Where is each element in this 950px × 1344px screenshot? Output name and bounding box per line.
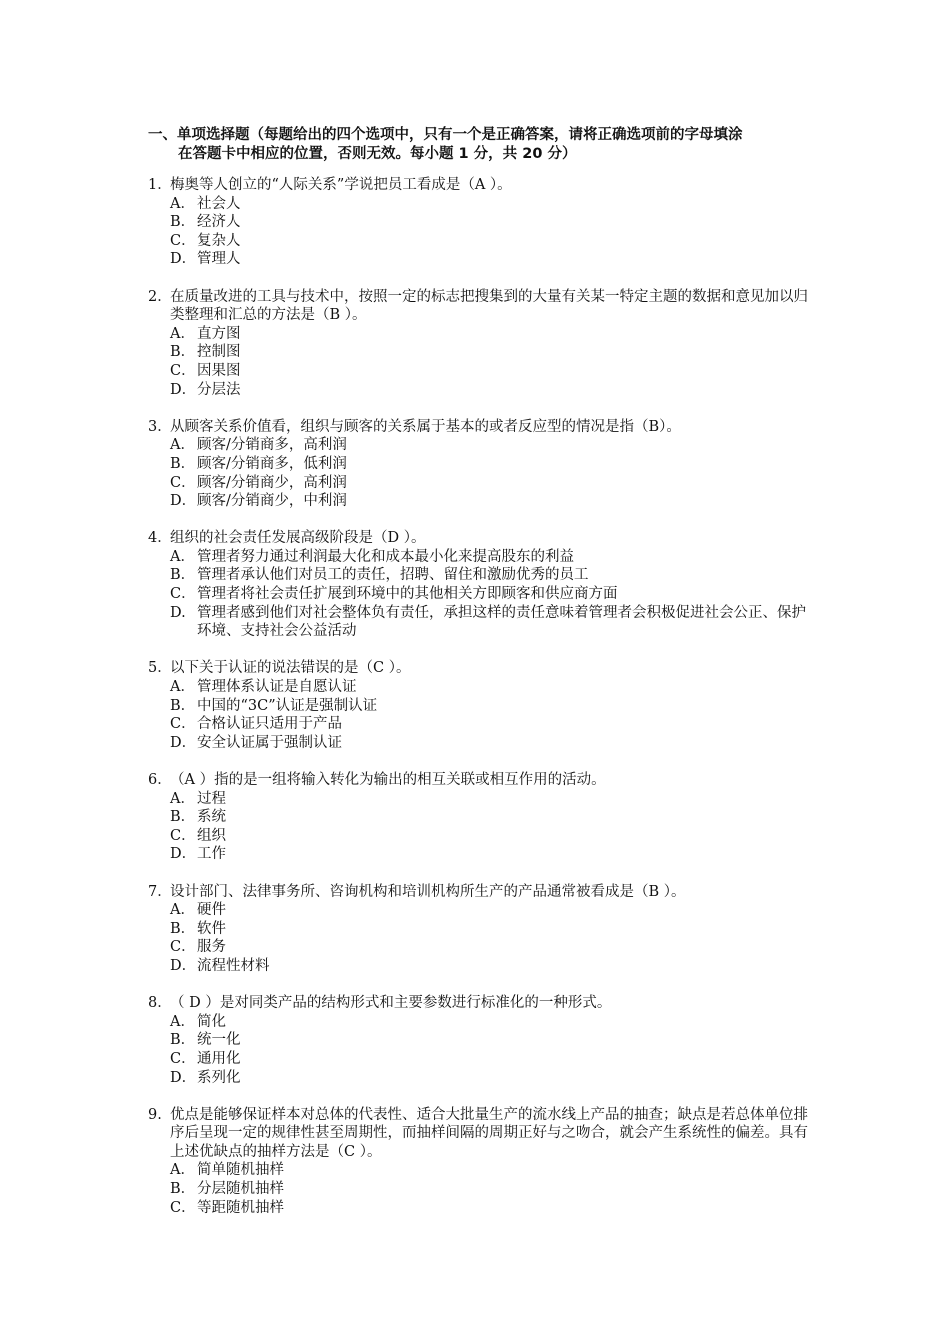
question-text: 从顾客关系价值看，组织与顾客的关系属于基本的或者反应型的情况是指（B）。 [170,418,681,435]
option-text: 组织 [197,827,226,844]
option-letter: D． [170,957,197,974]
option-letter: B． [170,344,196,361]
option-letter: D． [170,251,197,268]
option-letter: B． [170,214,196,231]
option-text: 简单随机抽样 [197,1162,284,1179]
answer-option [148,585,810,604]
option-letter: D. [170,604,186,621]
answer-option [148,492,810,511]
option-letter: B． [170,455,196,472]
option-letter: D． [170,493,197,510]
option-text: 过程 [197,790,226,807]
option-letter: A． [170,548,195,565]
option-letter: D． [170,846,197,863]
answer-option [148,678,810,697]
option-text: 简化 [197,1013,226,1030]
answer-option [148,845,810,864]
option-letter: C． [170,1050,196,1067]
question-text: 设计部门、法律事务所、咨询机构和培训机构所生产的产品通常被看成是（B ）。 [170,883,686,900]
option-text: 顾客/分销商少，中利润 [197,493,347,510]
option-text: 中国的“3C”认证是强制认证 [197,697,378,714]
option-text: 顾客/分销商少，高利润 [197,474,347,491]
question-list [148,176,810,1236]
option-letter: C． [170,1199,196,1216]
answer-option [148,436,810,455]
question-number: 4． [148,530,172,547]
option-text: 等距随机抽样 [197,1199,284,1216]
option-text: 分层法 [197,381,241,398]
option-text: 顾客/分销商多，低利润 [197,455,347,472]
option-text: 合格认证只适用于产品 [197,716,342,733]
option-letter: B． [170,920,196,937]
answer-option [148,715,810,734]
question-number: 5． [148,660,172,677]
option-letter: B． [170,697,196,714]
question-number: 7． [148,883,172,900]
option-text: 软件 [197,920,226,937]
option-letter: C． [170,716,196,733]
option-letter: A． [170,437,195,454]
question-4 [148,529,810,641]
answer-option [148,325,810,344]
answer-option [148,455,810,474]
answer-option [148,901,810,920]
option-letter: A． [170,1162,195,1179]
answer-option [148,1180,810,1199]
option-text: 安全认证属于强制认证 [197,734,342,751]
option-letter: A． [170,195,195,212]
question-stem [148,659,810,678]
question-stem [148,418,810,437]
option-text: 管理者将社会责任扩展到环境中的其他相关方即顾客和供应商方面 [197,586,618,603]
question-9 [148,1106,810,1218]
option-text: 统一化 [197,1032,241,1049]
answer-option [148,381,810,400]
answer-option [148,1013,810,1032]
answer-option [148,790,810,809]
answer-option [148,734,810,753]
option-letter: C． [170,474,196,491]
section-header-line-1: 一、单项选择题（每题给出的四个选项中，只有一个是正确答案，请将正确选项前的字母填涂 [148,127,743,143]
option-text: 直方图 [197,325,241,342]
question-number: 2． [148,288,172,305]
answer-option [148,1069,810,1088]
option-text: 管理人 [197,251,241,268]
option-letter: D． [170,734,197,751]
question-stem [148,883,810,902]
option-text: 管理者感到他们对社会整体负有责任，承担这样的责任意味着管理者会积极促进社会公正、保护环境、支持社会公益活动 [197,604,806,640]
option-letter: B． [170,1181,196,1198]
question-number: 3． [148,418,172,435]
answer-option [148,343,810,362]
option-text: 系列化 [197,1069,241,1086]
question-text: 优点是能够保证样本对总体的代表性、适合大批量生产的流水线上产品的抽查；缺点是若总体单位排序后呈现一定的规律性甚至周期性，而抽样间隔的周期正好与之吻合，就会产生系统性的偏差。具有上述优缺点的抽样方法是（C ）。 [170,1106,808,1160]
answer-option [148,362,810,381]
option-letter: D． [170,381,197,398]
question-8 [148,994,810,1087]
answer-option [148,957,810,976]
question-text: 在质量改进的工具与技术中，按照一定的标志把搜集到的大量有关某一特定主题的数据和意见加以归类整理和汇总的方法是（B ）。 [170,288,808,324]
option-letter: D． [170,1069,197,1086]
section-header-line-2: 在答题卡中相应的位置，否则无效。每小题 1 分，共 20 分） [178,146,577,162]
question-stem [148,288,810,325]
question-7 [148,883,810,976]
answer-option [148,697,810,716]
answer-option [148,920,810,939]
question-number: 1． [148,177,172,193]
question-text: 以下关于认证的说法错误的是（C ）。 [170,660,411,677]
question-stem [148,1106,810,1162]
answer-option [148,1031,810,1050]
question-5 [148,659,810,752]
question-3 [148,418,810,511]
option-text: 流程性材料 [197,957,270,974]
option-letter: A． [170,790,195,807]
option-text: 管理者努力通过利润最大化和成本最小化来提高股东的利益 [197,548,574,565]
option-text: 管理体系认证是自愿认证 [197,679,357,696]
option-text: 硬件 [197,902,226,919]
answer-option [148,250,810,269]
option-letter: A． [170,679,195,696]
option-text: 服务 [197,939,226,956]
option-letter: A． [170,1013,195,1030]
question-stem [148,994,810,1013]
answer-option [148,604,810,641]
question-number: 9. [148,1106,162,1123]
question-stem [148,176,810,195]
option-text: 社会人 [197,195,241,212]
question-1 [148,176,810,269]
question-text: 组织的社会责任发展高级阶段是（D ）。 [170,530,426,547]
option-letter: C． [170,827,196,844]
option-text: 经济人 [197,214,241,231]
question-text: （A ）指的是一组将输入转化为输出的相互关联或相互作用的活动。 [170,772,606,788]
question-6 [148,771,810,864]
option-letter: B． [170,809,196,826]
question-number: 8． [148,995,172,1012]
option-letter: C． [170,232,196,249]
answer-option [148,808,810,827]
question-2 [148,288,810,400]
option-letter: C． [170,586,196,603]
question-text: 梅奥等人创立的“人际关系”学说把员工看成是（A ）。 [170,177,512,193]
answer-option [148,1161,810,1180]
answer-option [148,827,810,846]
answer-option [148,195,810,214]
answer-option [148,548,810,567]
option-letter: B． [170,1032,196,1049]
question-stem [148,529,810,548]
option-text: 系统 [197,809,226,826]
answer-option [148,938,810,957]
option-text: 分层随机抽样 [197,1181,284,1198]
section-header [148,126,810,164]
question-text: （ D ）是对同类产品的结构形式和主要参数进行标准化的一种形式。 [170,995,612,1012]
option-letter: C． [170,362,196,379]
question-number: 6． [148,772,172,788]
option-letter: C． [170,939,196,956]
option-text: 管理者承认他们对员工的责任，招聘、留住和激励优秀的员工 [197,567,589,584]
option-text: 控制图 [197,344,241,361]
answer-option [148,1199,810,1218]
option-text: 顾客/分销商多，高利润 [197,437,347,454]
option-text: 通用化 [197,1050,241,1067]
option-text: 复杂人 [197,232,241,249]
answer-option [148,213,810,232]
answer-option [148,474,810,493]
answer-option [148,566,810,585]
option-letter: A． [170,325,195,342]
option-text: 因果图 [197,362,241,379]
answer-option [148,232,810,251]
option-letter: A． [170,902,195,919]
answer-option [148,1050,810,1069]
option-text: 工作 [197,846,226,863]
option-letter: B． [170,567,196,584]
question-stem [148,771,810,790]
